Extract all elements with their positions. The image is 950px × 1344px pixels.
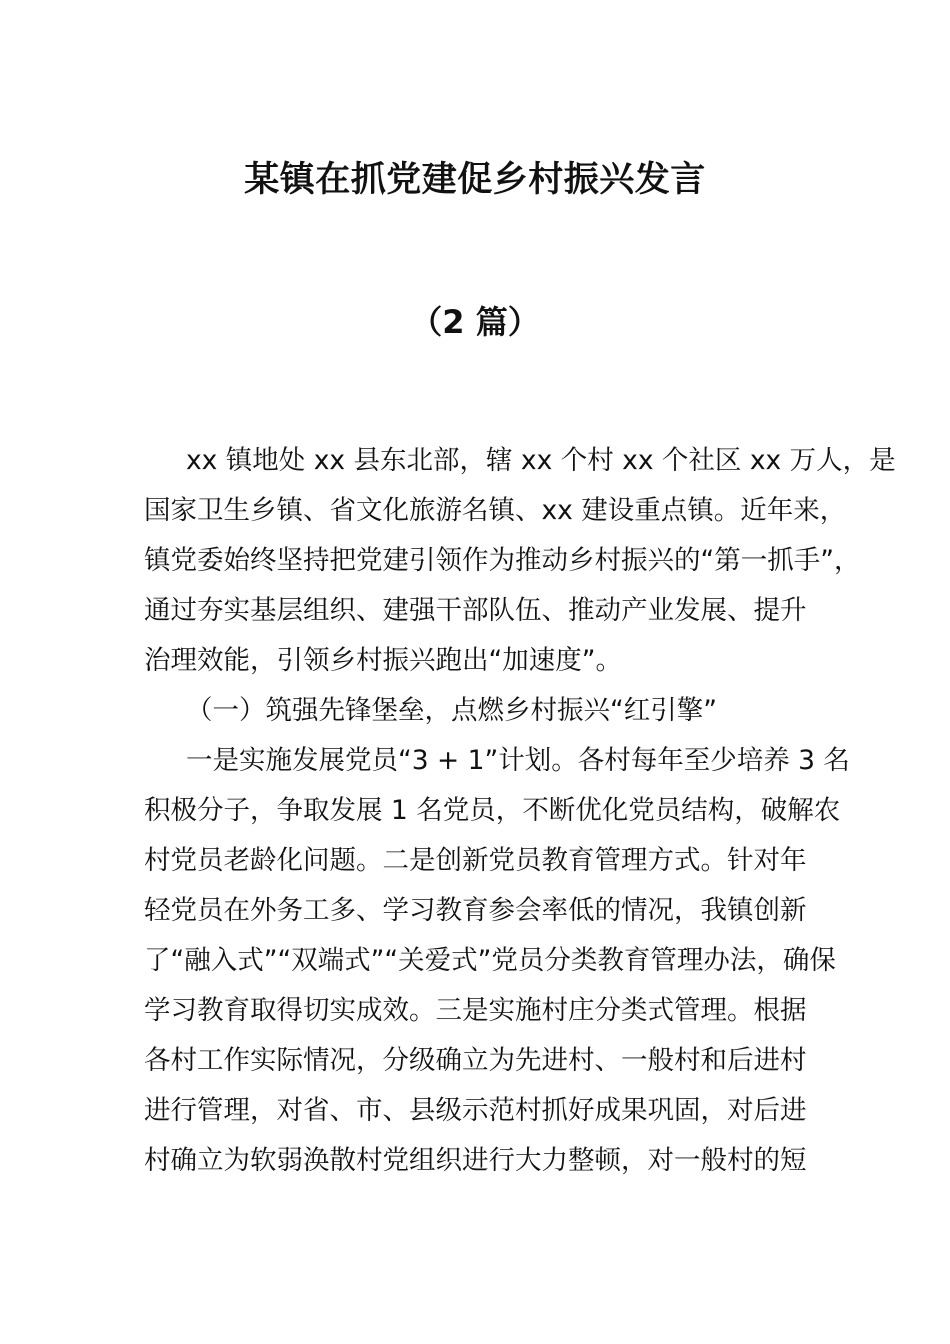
paragraph-line: 通过夯实基层组织、建强干部队伍、推动产业发展、提升 — [144, 595, 807, 626]
paragraph-line: 进行管理，对省、市、县级示范村抓好成果巩固，对后进 — [144, 1095, 807, 1126]
paragraph-line: 积极分子，争取发展 1 名党员，不断优化党员结构，破解农 — [144, 795, 841, 826]
document-title: 某镇在抓党建促乡村振兴发言 — [244, 160, 706, 200]
paragraph-line: xx 镇地处 xx 县东北部，辖 xx 个村 xx 个社区 xx 万人，是 — [186, 445, 896, 476]
paragraph-line: 村党员老龄化问题。二是创新党员教育管理方式。针对年 — [144, 845, 807, 876]
paragraph-line: 国家卫生乡镇、省文化旅游名镇、xx 建设重点镇。近年来， — [144, 495, 847, 526]
section-heading: （一）筑强先锋堡垒，点燃乡村振兴“红引擎” — [186, 695, 717, 726]
paragraph-line: 镇党委始终坚持把党建引领作为推动乡村振兴的“第一抓手”， — [144, 545, 861, 576]
paragraph-line: 治理效能，引领乡村振兴跑出“加速度”。 — [144, 645, 622, 676]
paragraph-line: 各村工作实际情况，分级确立为先进村、一般村和后进村 — [144, 1045, 807, 1076]
paragraph-line: 轻党员在外务工多、学习教育参会率低的情况，我镇创新 — [144, 895, 807, 926]
paragraph-line: 学习教育取得切实成效。三是实施村庄分类式管理。根据 — [144, 995, 807, 1026]
paragraph-line: 一是实施发展党员“3 + 1”计划。各村每年至少培养 3 名 — [186, 745, 850, 776]
document-subtitle: （2 篇） — [410, 303, 540, 341]
paragraph-line: 了“融入式”“双端式”“关爱式”党员分类教育管理办法，确保 — [144, 945, 836, 976]
paragraph-line: 村确立为软弱涣散村党组织进行大力整顿，对一般村的短 — [144, 1145, 807, 1176]
